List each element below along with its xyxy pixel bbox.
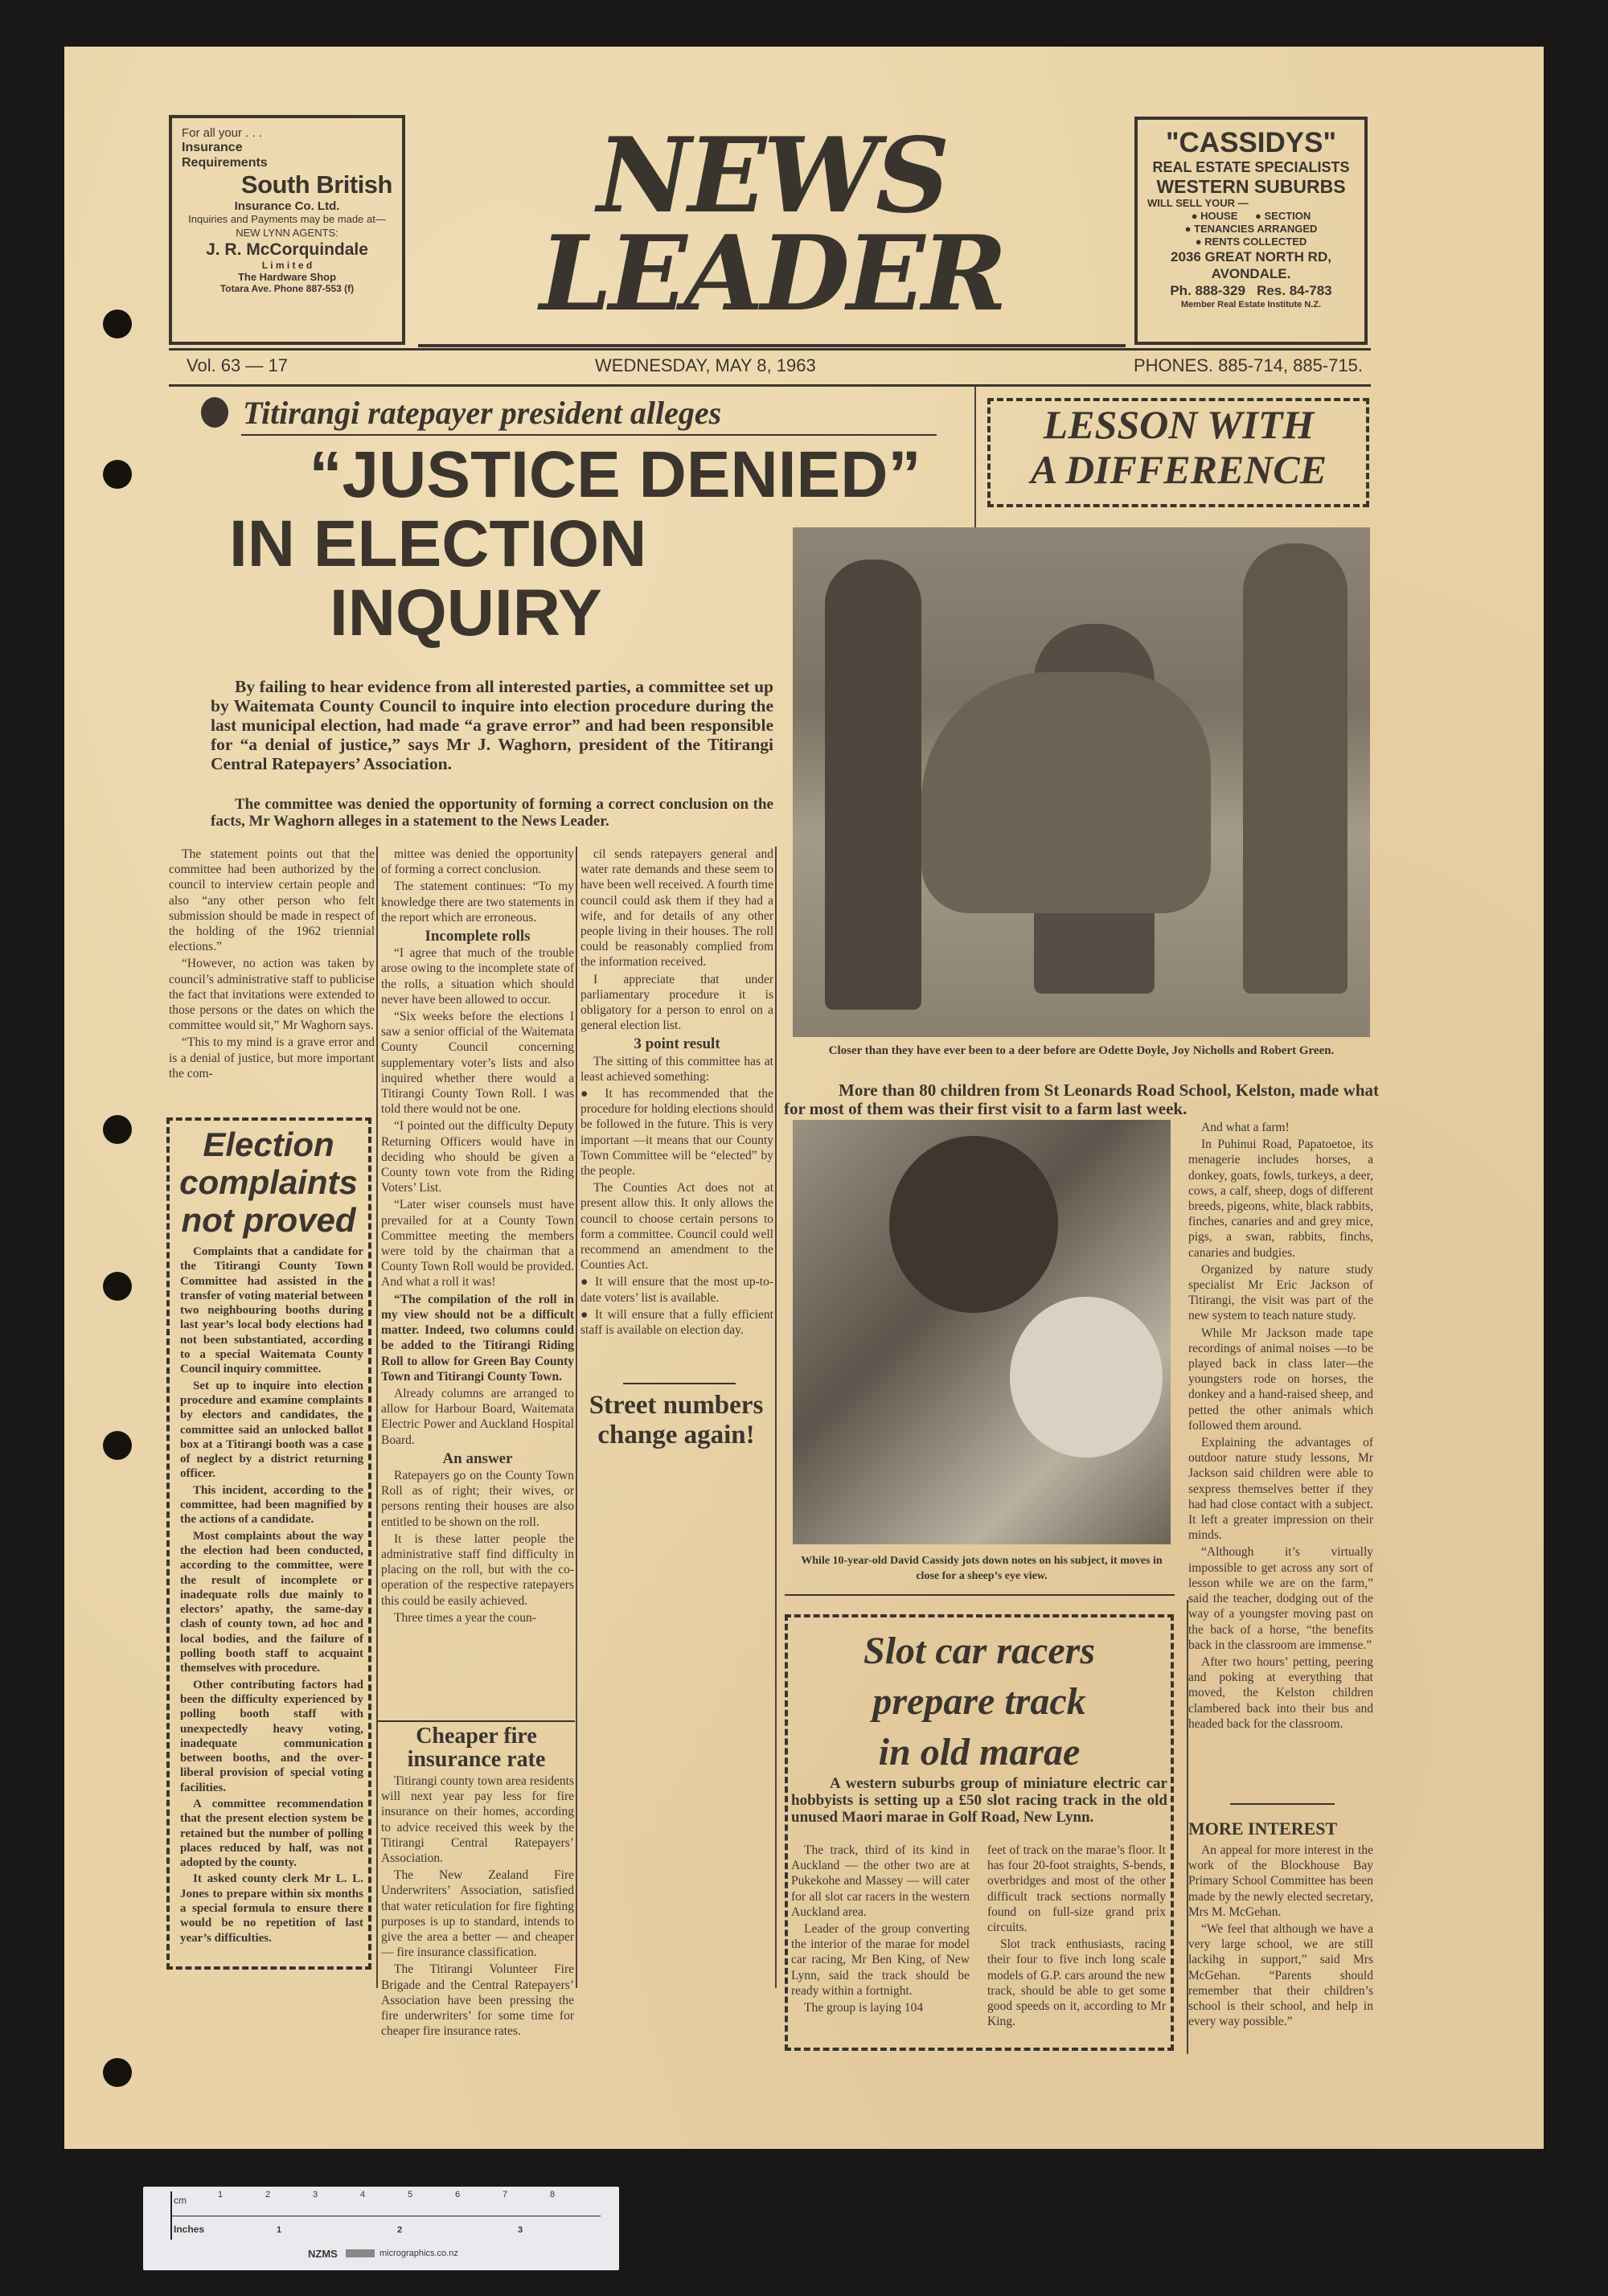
dateline-bottom-rule — [169, 384, 1371, 387]
story-rule — [1230, 1803, 1335, 1805]
kicker — [201, 392, 941, 433]
election-headline — [172, 1125, 365, 1239]
masthead-rule — [418, 344, 1126, 347]
scale-brand: NZMS — [308, 2248, 338, 2260]
ad-text: AVONDALE. — [1211, 266, 1291, 281]
paragraph: Other contributing factors had been the difficulty experienced by polling booth staff with unexpectedly heavy voting, inadequate communication between booths, and the over-liberal provision of special voting facilities. — [180, 1678, 363, 1794]
paragraph: It is these latter people the administrative staff find difficulty in placing on the roll, but with the co-operation of the respective ratepayers this could be easily achieved. — [381, 1531, 574, 1608]
headline-line: complaints — [179, 1163, 358, 1201]
paragraph: “Six weeks before the elections I saw a senior official of the Waitemata County Council concerning supplementary voter’s lists and also inquired whether there would a Titirangi County Town Roll. I was told there would not be one. — [381, 1010, 574, 1117]
inches-label: Inches — [174, 2224, 205, 2235]
ad-text: WESTERN SUBURBS — [1156, 176, 1346, 197]
ad-text: L i m i t e d — [261, 260, 313, 271]
headline-line: Slot car racers — [863, 1630, 1095, 1672]
paragraph: Leader of the group converting the interior of the marae for model car racing, Mr Ben King, of New Lynn, said the track should be ready within a fortnight. — [791, 1922, 970, 1998]
paragraph: The Counties Act does not at present allow this. It only allows the council to choose certain persons to form a committee. Council could well recommend an amendment to the Counties Act. — [580, 1181, 773, 1273]
photo-caption: Closer than they have ever been to a deer before are Odette Doyle, Joy Nicholls and Robert Green. — [828, 1044, 1335, 1057]
lead-intro: By failing to hear evidence from all interested parties, a committee set up by Waitemata County Council to inquire into election procedure during the last municipal election, had made “a grave error” and had been responsible for “a denial of justice,” says Mr J. Waghorn, president of the Titirangi Central Ratepayers’ Association. — [211, 677, 773, 773]
headline-line: in old marae — [878, 1731, 1081, 1773]
cm-label: cm — [174, 2195, 187, 2206]
deer-photo — [793, 527, 1370, 1037]
paragraph-bold: “The compilation of the roll in my view should not be a difficult matter. Indeed, two columns could be added to the Titirangi Riding Roll to allow for Green Bay County Town and Titirangi County Town. — [381, 1292, 574, 1384]
paragraph: Organized by nature study specialist Mr Eric Jackson of Titirangi, the visit was part of the new system to teach nature study. — [1188, 1262, 1373, 1323]
fire-headline — [378, 1724, 575, 1771]
paragraph: feet of track on the marae’s floor. It has four 20-foot straights, S-bends, overbridges and most of the other difficult track sections normally found on full-size grand prix circuits. — [987, 1843, 1166, 1935]
binding-hole — [103, 1272, 132, 1301]
ad-text: ● RENTS COLLECTED — [1195, 236, 1307, 248]
cm-tick: 6 — [455, 2190, 461, 2200]
interest-body — [1188, 1843, 1373, 2031]
deer-figure — [921, 672, 1211, 913]
paragraph: While Mr Jackson made tape recordings of animal noises —to be played back in class later—the youngsters rode on horses, the donkey and a hand-raised sheep, and petted the other animals which followed them around. — [1188, 1326, 1373, 1433]
cm-tick: 3 — [313, 2190, 318, 2200]
binding-hole — [103, 2058, 132, 2087]
ad-text: Member Real Estate Institute N.Z. — [1180, 300, 1322, 310]
ad-brand: South British — [240, 170, 392, 199]
ad-text: NEW LYNN AGENTS: — [236, 227, 338, 239]
paragraph: Ratepayers go on the County Town Roll as of right; their wives, or persons renting their houses are also entitled to be shown on the roll. — [381, 1468, 574, 1529]
volume-number: Vol. 63 — 17 — [187, 355, 288, 375]
paragraph: I appreciate that under parliamentary procedure it is obligatory for a person to enrol on a general election list. — [580, 972, 773, 1033]
headline-line: change again! — [597, 1421, 755, 1449]
paragraph: “However, no action was taken by council’s administrative staff to publicise the fact that invitations were extended to those persons or the dates on which the committee would sit,” Mr Waghorn says. — [169, 957, 375, 1033]
paragraph: An appeal for more interest in the work of the Blockhouse Bay Primary School Committee has been made by the newly elected secretary, Mrs M. McGehan. — [1188, 1843, 1373, 1919]
lead-column-3 — [580, 847, 773, 1339]
paragraph: After two hours’ petting, peering and poking at everything that moved, the Kelston children clambered back into their bus and headed back for the classroom. — [1188, 1654, 1373, 1731]
paragraph: In Puhinui Road, Papatoetoe, its menagerie includes horses, a donkey, goats, fowls, turkeys, a deer, cows, a calf, sheep, dogs of different breeds, pigeons, white, black rabbits, finches, canaries and and grey mice, pigs, a swan, rabbits, finchs, canaries and budgies. — [1188, 1138, 1373, 1260]
kicker-rule — [241, 434, 937, 436]
fire-body — [381, 1773, 574, 2040]
masthead-news: NEWS — [597, 116, 947, 236]
kicker-text: Titirangi ratepayer president alleges — [243, 394, 722, 431]
paragraph: ● It will ensure that the most up-to-date voters’ list is available. — [580, 1275, 773, 1305]
scale-site: micrographics.co.nz — [379, 2249, 458, 2258]
ad-text: Inquiries and Payments may be made at— — [188, 213, 386, 225]
slot-intro: A western suburbs group of miniature electric car hobbyists is setting up a £50 slot racing track in the old unused Maori marae in Golf Road, New Lynn. — [791, 1775, 1167, 1826]
cm-tick: 7 — [503, 2190, 508, 2200]
paragraph: Slot track enthusiasts, racing their four to five inch long scale models of G.P. cars around the new track, should be able to get some good speeds on it, according to Mr King. — [987, 1937, 1166, 2029]
paragraph: The track, third of its kind in Auckland — the other two are at Pukekohe and Massey — will cater for all slot car racers in the western Auckland area. — [791, 1843, 970, 1919]
ad-brand: "CASSIDYS" — [1165, 127, 1337, 158]
cm-tick: 2 — [265, 2190, 271, 2200]
paragraph: The statement continues: “To my knowledge there are two statements in the report which are erroneous. — [381, 879, 574, 925]
phone-numbers: PHONES. 885-714, 885-715. — [1134, 355, 1363, 375]
paragraph: And what a farm! — [1201, 1121, 1290, 1134]
headline-line: Street numbers — [589, 1391, 764, 1420]
scale-bar — [143, 2187, 619, 2270]
cm-tick: 8 — [550, 2190, 556, 2200]
paragraph: “We feel that although we have a very large school, we are still lackihg in support,” said Mrs McGehan. “Parents should remember that their children’s school is their school, and help in every way possible.” — [1188, 1922, 1373, 2029]
slot-headline — [788, 1626, 1171, 1777]
paragraph: The New Zealand Fire Underwriters’ Association, satisfied that water reticulation for fire fighting purposes is up to standard, intends to give the area a better — and cheaper — fire insurance classification. — [381, 1868, 574, 1960]
paragraph: Most complaints about the way the election had been conducted, according to the committee, were the result of incomplete or inadequate rolls due mainly to electors’ apathy, the same-day clash of county town, ad hoc and local bodies, and the failure of polling booth staff to acquaint themselves with procedure. — [180, 1529, 363, 1675]
paragraph: It asked county clerk Mr L. L. Jones to prepare within six months a special formula to ensure there would be no repetition of last year’s difficulties. — [180, 1872, 363, 1945]
ad-text: ● TENANCIES ARRANGED — [1184, 223, 1318, 235]
sheep-photo — [793, 1120, 1171, 1544]
ad-agent: J. R. McCorquindale — [206, 240, 368, 259]
subheading: 3 point result — [634, 1035, 720, 1053]
paragraph: “Although it’s virtually impossible to get across any sort of lesson while we are on the farm,” said the teacher, dodging out of the way of a youngster moving past on the back of a horse, “the benefits back in the classroom are immense.” — [1188, 1545, 1373, 1652]
story-rule — [785, 1594, 1175, 1596]
brand-logo-icon — [346, 2249, 375, 2257]
lesson-body — [1188, 1120, 1373, 1733]
binding-hole — [103, 460, 132, 489]
ad-text: Requirements — [182, 156, 268, 170]
headline-line: not proved — [181, 1201, 356, 1239]
paragraph: “This to my mind is a grave error and is a denial of justice, but more important the com- — [169, 1035, 375, 1080]
slot-column-2 — [987, 1843, 1166, 2031]
lead-intro-2: The committee was denied the opportunity of forming a correct conclusion on the facts, Mr Waghorn alleges in a statement to the News Leader. — [211, 796, 773, 830]
photo-caption: While 10-year-old David Cassidy jots down notes on his subject, it moves in close for a sheep’s eye view. — [801, 1555, 1163, 1582]
ad-south-british — [169, 115, 405, 345]
lead-column-2 — [381, 847, 574, 1627]
bullet-icon — [201, 397, 228, 428]
child-figure — [825, 560, 921, 1010]
inch-tick: 3 — [518, 2225, 523, 2235]
paragraph: Complaints that a candidate for the Titirangi County Town Committee had assisted in the transfer of voting material between two neighbouring booths during last year’s local body elections had not been substantiated, according to a special Waitemata County Council inquiry committee. — [180, 1245, 363, 1376]
dateline-top-rule — [169, 348, 1371, 351]
paragraph: “I pointed out the difficulty Deputy Returning Officers would have in deciding who should be given a County town vote from the Riding Voters’ List. — [381, 1119, 574, 1195]
headline-line: “JUSTICE DENIED” — [309, 438, 921, 511]
story-rule — [378, 1720, 575, 1722]
subheading: An answer — [442, 1449, 513, 1467]
cm-tick: 1 — [218, 2190, 224, 2200]
paragraph: This incident, according to the committee, had been magnified by the actions of a candidate. — [180, 1483, 363, 1527]
paragraph: “I agree that much of the trouble arose owing to the incomplete state of the rolls, a situation which should never have been allowed to occur. — [381, 946, 574, 1007]
headline-line: LESSON WITH — [1043, 402, 1315, 447]
binding-hole — [103, 1431, 132, 1460]
cm-tick: 5 — [408, 2190, 413, 2200]
ad-text: For all your . . . — [182, 126, 263, 140]
headline-line: INQUIRY — [330, 576, 602, 650]
paragraph: The statement points out that the committee had been authorized by the council to interview certain people and also “any other person who felt submission should be made in respect of the holding of the 1962 triennial elections.” — [169, 847, 375, 954]
child-figure — [1243, 543, 1348, 994]
column-divider — [376, 847, 378, 1988]
headline-line: IN ELECTION — [229, 507, 647, 580]
subheading: Incomplete rolls — [425, 928, 531, 945]
paragraph: A committee recommendation that the present election system be retained but the number of polling places reduced by half, was not adopted by the county. — [180, 1797, 363, 1870]
paragraph: The group is laying 104 — [804, 2001, 924, 2015]
paragraph: Titirangi county town area residents will next year pay less for fire insurance on their homes, according to advice received this week by the Titirangi Central Ratepayers’ Association. — [381, 1774, 574, 1866]
headline-line: insurance rate — [407, 1747, 546, 1772]
street-headline — [577, 1391, 775, 1450]
ad-text: The Hardware Shop — [237, 271, 337, 283]
interest-headline: MORE INTEREST — [1188, 1818, 1338, 1839]
paragraph: ● It will ensure that a fully efficient staff is available on election day. — [580, 1307, 773, 1338]
lesson-headline — [994, 402, 1364, 492]
ad-text: REAL ESTATE SPECIALISTS — [1152, 159, 1350, 175]
headline-line: Election — [203, 1125, 334, 1163]
paragraph: ● It has recommended that the procedure for holding elections should be followed in the future. This is very important —it means that our County Town Committee will be “elected” by the people. — [580, 1087, 773, 1179]
ad-cassidys — [1134, 117, 1368, 345]
inch-tick: 2 — [397, 2225, 403, 2235]
lead-column-1 — [169, 847, 375, 1083]
ad-text: ● HOUSE ● SECTION — [1191, 210, 1311, 222]
paragraph: The sitting of this committee has at least achieved something: — [580, 1054, 773, 1084]
column-divider — [775, 847, 777, 1988]
paragraph: Three times a year the coun- — [394, 1610, 536, 1625]
ad-text: Totara Ave. Phone 887-553 (f) — [219, 283, 355, 294]
ad-text: WILL SELL YOUR — — [1147, 197, 1249, 209]
sheep-figure — [1010, 1297, 1163, 1458]
paragraph: mittee was denied the opportunity of forming a correct conclusion. — [381, 847, 574, 877]
paragraph: The Titirangi Volunteer Fire Brigade and the Central Ratepayers’ Association have been pressing the fire underwriters’ for some time for cheaper fire insurance rates. — [381, 1962, 574, 2039]
masthead-leader: LEADER — [539, 214, 1004, 334]
headline-line: A DIFFERENCE — [1030, 447, 1327, 492]
paragraph: Explaining the advantages of outdoor nature study lessons, Mr Jackson said children were able to sexpress themselves better if they had had close contact with a subject. It left a greater impression on their minds. — [1188, 1436, 1373, 1543]
election-body — [180, 1244, 363, 1947]
ad-text: Insurance Co. Ltd. — [234, 199, 340, 213]
paragraph: cil sends ratepayers general and water rate demands and these seem to have been well received. A fourth time council could ask them if they had a wife, and for details of any other people living in their houses. The roll could be reasonably complied from the information received. — [580, 847, 773, 970]
paragraph: Set up to inquire into election procedure and examine complaints by electors and candidates, the committee said an unlocked ballot box at a Titirangi booth was a case of neglect by a district returning officer. — [180, 1379, 363, 1481]
story-rule — [623, 1383, 736, 1384]
ad-text: Insurance — [182, 141, 243, 154]
ad-text: 2036 GREAT NORTH RD, — [1171, 249, 1331, 264]
headline-line: prepare track — [872, 1680, 1086, 1723]
issue-date: WEDNESDAY, MAY 8, 1963 — [595, 355, 816, 375]
inch-tick: 1 — [277, 2225, 282, 2235]
binding-hole — [103, 1115, 132, 1144]
masthead-title — [418, 116, 1126, 346]
slot-column-1 — [791, 1843, 970, 2017]
paragraph: “Later wiser counsels must have prevailed for at a County Town Committee meeting the members were told by the chairman that a County Town Roll would be provided. And what a roll it was! — [381, 1198, 574, 1289]
boy-head — [889, 1136, 1058, 1313]
binding-hole — [103, 310, 132, 338]
headline-line: Cheaper fire — [416, 1724, 537, 1749]
paragraph: Already columns are arranged to allow for Harbour Board, Waitemata Electric Power and Auckland Hospital Board. — [381, 1386, 574, 1447]
lesson-intro: More than 80 children from St Leonards Road School, Kelston, made what for most of them was their first visit to a farm last week. — [784, 1080, 1379, 1118]
ad-text: Ph. 888-329 Res. 84-783 — [1170, 283, 1332, 298]
cm-tick: 4 — [360, 2190, 366, 2200]
